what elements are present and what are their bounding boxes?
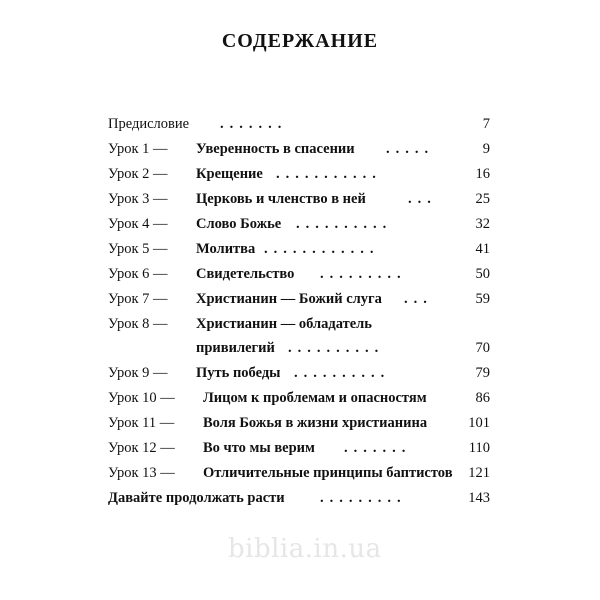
entry-lesson-number: Урок 8 — (108, 316, 168, 332)
toc-entry-lesson-1 (108, 137, 490, 161)
entry-title: Христианин — Божий слуга (196, 291, 382, 307)
entry-title: Во что мы верим (203, 440, 315, 456)
entry-lesson-number: Урок 5 — (108, 241, 168, 257)
entry-page-number: 32 (475, 216, 490, 232)
entry-lesson-number: Урок 10 — (108, 390, 175, 406)
entry-title: Слово Божье (196, 216, 282, 232)
toc-entry-lesson-4 (108, 212, 490, 236)
entry-lesson-number: Урок 2 — (108, 166, 168, 182)
entry-lesson-number: Урок 1 — (108, 141, 168, 157)
watermark-text: biblia.in.ua (228, 534, 382, 564)
entry-lesson-number: Урок 13 — (108, 465, 175, 481)
entry-page-number: 143 (468, 490, 490, 506)
toc-entry-lesson-3 (108, 187, 490, 211)
leader-dots: ....... (220, 116, 288, 132)
entry-title: Церковь и членство в ней (196, 191, 366, 207)
entry-page-number: 70 (475, 340, 490, 356)
leader-dots: ....... (344, 440, 412, 456)
toc-entry-lesson-10 (108, 386, 490, 410)
entry-page-number: 16 (475, 166, 490, 182)
entry-page-number: 86 (475, 390, 490, 406)
entry-lesson-number: Урок 9 — (108, 365, 168, 381)
entry-page-number: 50 (475, 266, 490, 282)
toc-entry-lesson-7 (108, 287, 490, 311)
entry-page-number: 79 (475, 365, 490, 381)
leader-dots: ..... (386, 141, 435, 157)
toc-entry-lesson-8 (108, 312, 490, 360)
entry-page-number: 25 (475, 191, 490, 207)
entry-page-number: 121 (468, 465, 490, 481)
leader-dots: ... (408, 191, 437, 207)
toc-entry-lesson-5 (108, 237, 490, 261)
entry-page-number: 101 (468, 415, 490, 431)
toc-heading: СОДЕРЖАНИЕ (221, 30, 379, 52)
entry-title: Молитва (196, 241, 256, 257)
entry-lesson-number: Урок 3 — (108, 191, 168, 207)
toc-entry-lesson-2 (108, 162, 490, 186)
toc-entry-lesson-13 (108, 461, 490, 485)
entry-title: Давайте продолжать расти (108, 490, 285, 506)
entry-title: Лицом к проблемам и опасностям (203, 390, 427, 406)
entry-page-number: 41 (475, 241, 490, 257)
entry-lesson-number: Урок 7 — (108, 291, 168, 307)
entry-title: Воля Божья в жизни христианина (203, 415, 428, 431)
entry-title: Свидетельство (196, 266, 295, 282)
entry-title: Крещение (196, 166, 263, 182)
entry-page-number: 9 (482, 141, 490, 157)
entry-page-number: 7 (482, 116, 490, 132)
leader-dots: .......... (296, 216, 393, 232)
entry-lesson-number: Урок 6 — (108, 266, 168, 282)
leader-dots: ......... (320, 266, 407, 282)
toc-entry-lesson-9 (108, 361, 490, 385)
toc-entry-preface (108, 112, 490, 136)
entry-title: Христианин — обладатель (196, 316, 372, 332)
entry-lesson-number: Урок 4 — (108, 216, 168, 232)
leader-dots: .......... (288, 340, 385, 356)
entry-title: Уверенность в спасении (196, 141, 355, 157)
toc-entry-lesson-6 (108, 262, 490, 286)
entry-title-continuation: привилегий (196, 340, 275, 356)
leader-dots: ............ (264, 241, 380, 257)
entry-title: Путь победы (196, 365, 281, 381)
entry-page-number: 110 (468, 440, 490, 456)
leader-dots: ........... (276, 166, 382, 182)
entry-lesson-number: Урок 11 — (108, 415, 175, 431)
toc-entry-closing (108, 486, 490, 510)
toc-entry-lesson-11 (108, 411, 490, 435)
entry-title: Отличительные принципы баптистов (203, 465, 453, 481)
toc-entry-lesson-12 (108, 436, 490, 460)
leader-dots: .......... (294, 365, 391, 381)
leader-dots: ......... (320, 490, 407, 506)
entry-title: Предисловие (108, 116, 190, 132)
entry-page-number: 59 (475, 291, 490, 307)
entry-lesson-number: Урок 12 — (108, 440, 175, 456)
leader-dots: ... (404, 291, 433, 307)
